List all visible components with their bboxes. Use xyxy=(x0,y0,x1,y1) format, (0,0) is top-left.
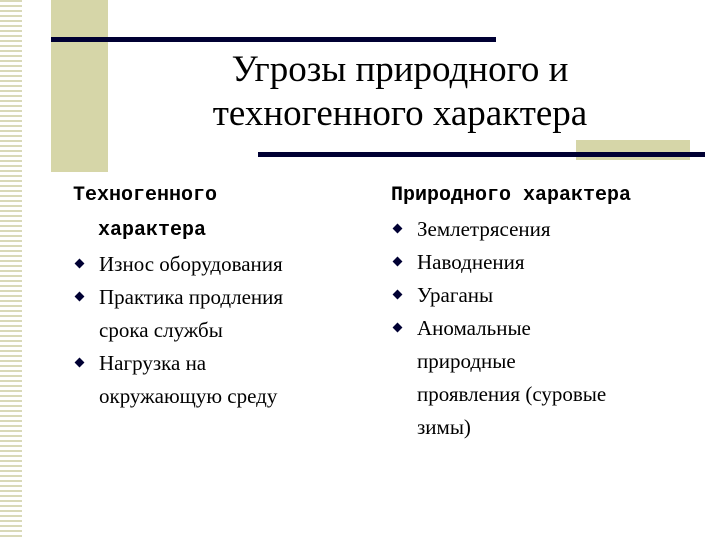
list-item-text: Ураганы xyxy=(417,283,494,307)
right-column-heading: Природного характера xyxy=(391,184,632,207)
list-item-text: окружающую среду xyxy=(99,384,278,408)
list-item xyxy=(391,279,691,312)
diamond-bullet-icon xyxy=(75,259,85,269)
list-item-text: срока службы xyxy=(99,318,223,342)
diamond-bullet-icon xyxy=(75,292,85,302)
list-item xyxy=(391,213,691,246)
title-rule-bottom xyxy=(258,152,705,157)
right-column xyxy=(391,178,691,444)
slide-title xyxy=(110,48,690,136)
list-item-text: Нагрузка на xyxy=(99,351,207,375)
decorative-beige-block-right xyxy=(576,140,690,160)
title-rule-top xyxy=(51,37,496,42)
list-item-text: Практика продления xyxy=(99,285,284,309)
left-column xyxy=(73,178,368,413)
list-item-text: проявления (суровые xyxy=(417,382,607,406)
decorative-stripes xyxy=(0,0,22,540)
list-item xyxy=(73,248,368,281)
left-column-heading-line-2: характера xyxy=(98,219,207,242)
diamond-bullet-icon xyxy=(393,257,403,267)
diamond-bullet-icon xyxy=(75,358,85,368)
list-item-text: Аномальные xyxy=(417,316,531,340)
list-item-text: Наводнения xyxy=(417,250,525,274)
diamond-bullet-icon xyxy=(393,290,403,300)
list-item xyxy=(391,312,691,444)
list-item xyxy=(73,281,368,347)
slide-title-line-1: Угрозы природного и xyxy=(231,49,569,90)
list-item-text: Землетрясения xyxy=(417,217,551,241)
left-column-heading-line-1: Техногенного xyxy=(73,184,218,207)
list-item xyxy=(391,246,691,279)
list-item-text: Износ оборудования xyxy=(99,252,283,276)
slide-title-line-2: техногенного характера xyxy=(212,93,588,134)
list-item-text: природные xyxy=(417,349,516,373)
list-item xyxy=(73,347,368,413)
diamond-bullet-icon xyxy=(393,323,403,333)
decorative-beige-block-top xyxy=(51,0,108,172)
diamond-bullet-icon xyxy=(393,224,403,234)
list-item-text: зимы) xyxy=(417,415,471,439)
